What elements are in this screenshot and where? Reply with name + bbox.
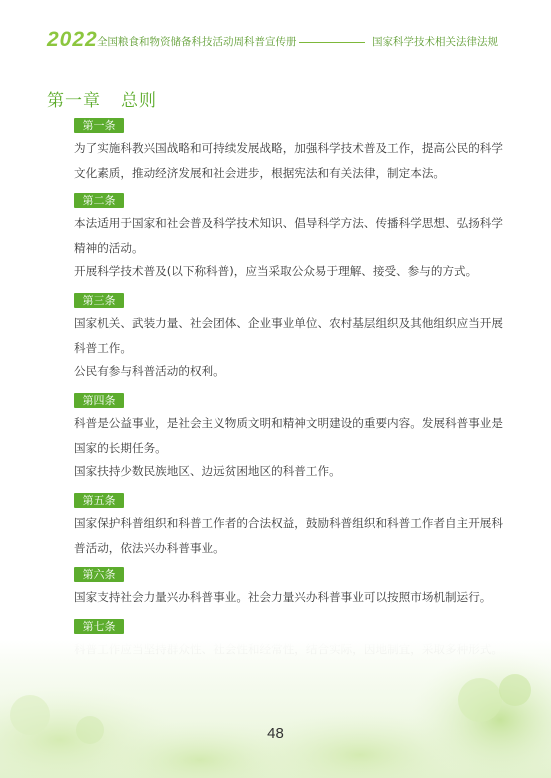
header-year: 2022 (47, 28, 98, 51)
article-2-paragraph-1: 本法适用于国家和社会普及科学技术知识、倡导科学方法、传播科学思想、弘扬科学精神的活动。 (74, 216, 503, 255)
chapter-title: 总则 (121, 91, 157, 111)
article-4-paragraph-2: 国家扶持少数民族地区、边远贫困地区的科普工作。 (74, 464, 341, 478)
article-tag-2: 第二条 (74, 193, 124, 208)
article-3-paragraph-2: 公民有参与科普活动的权利。 (74, 364, 225, 378)
header-divider (299, 42, 365, 43)
article-2-paragraph-2: 开展科学技术普及(以下称科普)，应当采取公众易于理解、接受、参与的方式。 (74, 264, 478, 278)
article-tag-7: 第七条 (74, 619, 124, 634)
chapter-heading (47, 86, 157, 111)
article-tag-3: 第三条 (74, 293, 124, 308)
article-4-paragraph-1: 科普是公益事业，是社会主义物质文明和精神文明建设的重要内容。发展科普事业是国家的长期任务。 (74, 416, 503, 455)
article-3-paragraph-1: 国家机关、武装力量、社会团体、企业事业单位、农村基层组织及其他组织应当开展科普工作。 (74, 316, 503, 355)
article-6-paragraph-1: 国家支持社会力量兴办科普事业。社会力量兴办科普事业可以按照市场机制运行。 (74, 590, 492, 604)
page-header (0, 28, 551, 52)
article-tag-6: 第六条 (74, 567, 124, 582)
page-number: 48 (267, 725, 284, 742)
header-section-title: 国家科学技术相关法律法规 (372, 36, 498, 48)
decorative-foliage-background (0, 640, 551, 778)
chapter-number: 第一章 (47, 91, 101, 111)
article-5-paragraph-1: 国家保护科普组织和科普工作者的合法权益，鼓励科普组织和科普工作者自主开展科普活动，依法兴办科普事业。 (74, 516, 503, 555)
article-tag-5: 第五条 (74, 493, 124, 508)
header-series-title: 全国粮食和物资储备科技活动周科普宣传册 (97, 36, 297, 48)
article-tag-1: 第一条 (74, 118, 124, 133)
article-1-paragraph-1: 为了实施科教兴国战略和可持续发展战略，加强科学技术普及工作，提高公民的科学文化素质，推动经济发展和社会进步，根据宪法和有关法律，制定本法。 (74, 141, 503, 180)
article-tag-4: 第四条 (74, 393, 124, 408)
